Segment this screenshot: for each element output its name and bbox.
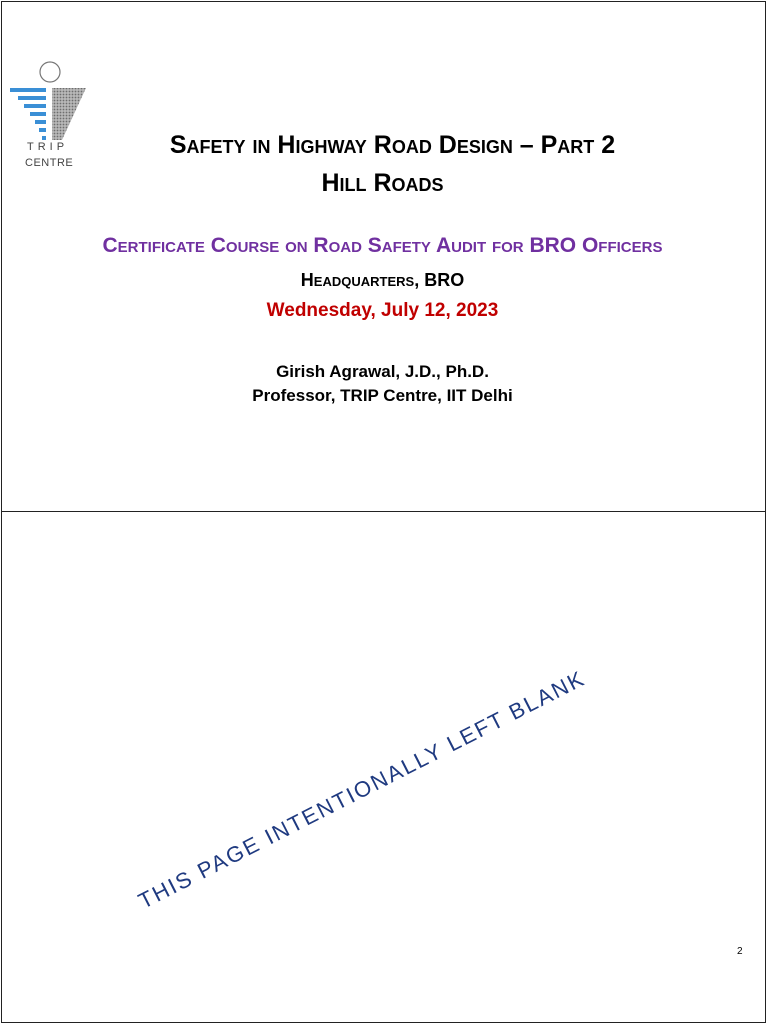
logo-text-trip: TRIP xyxy=(27,141,69,153)
page-number: 2 xyxy=(737,946,743,957)
logo-text-centre: CENTRE xyxy=(25,157,74,169)
location: Headquarters, BRO xyxy=(300,270,465,290)
blank-page-note: THIS PAGE INTENTIONALLY LEFT BLANK xyxy=(134,665,590,914)
author-affiliation: Professor, TRIP Centre, IIT Delhi xyxy=(252,386,513,405)
presentation-date: Wednesday, July 12, 2023 xyxy=(266,300,499,321)
slide-title: Safety in Highway Road Design – Part 2 xyxy=(169,131,616,159)
slide-subtitle: Hill Roads xyxy=(321,169,444,197)
author-name: Girish Agrawal, J.D., Ph.D. xyxy=(276,362,489,381)
course-name: Certificate Course on Road Safety Audit for BRO Officers xyxy=(102,234,663,257)
